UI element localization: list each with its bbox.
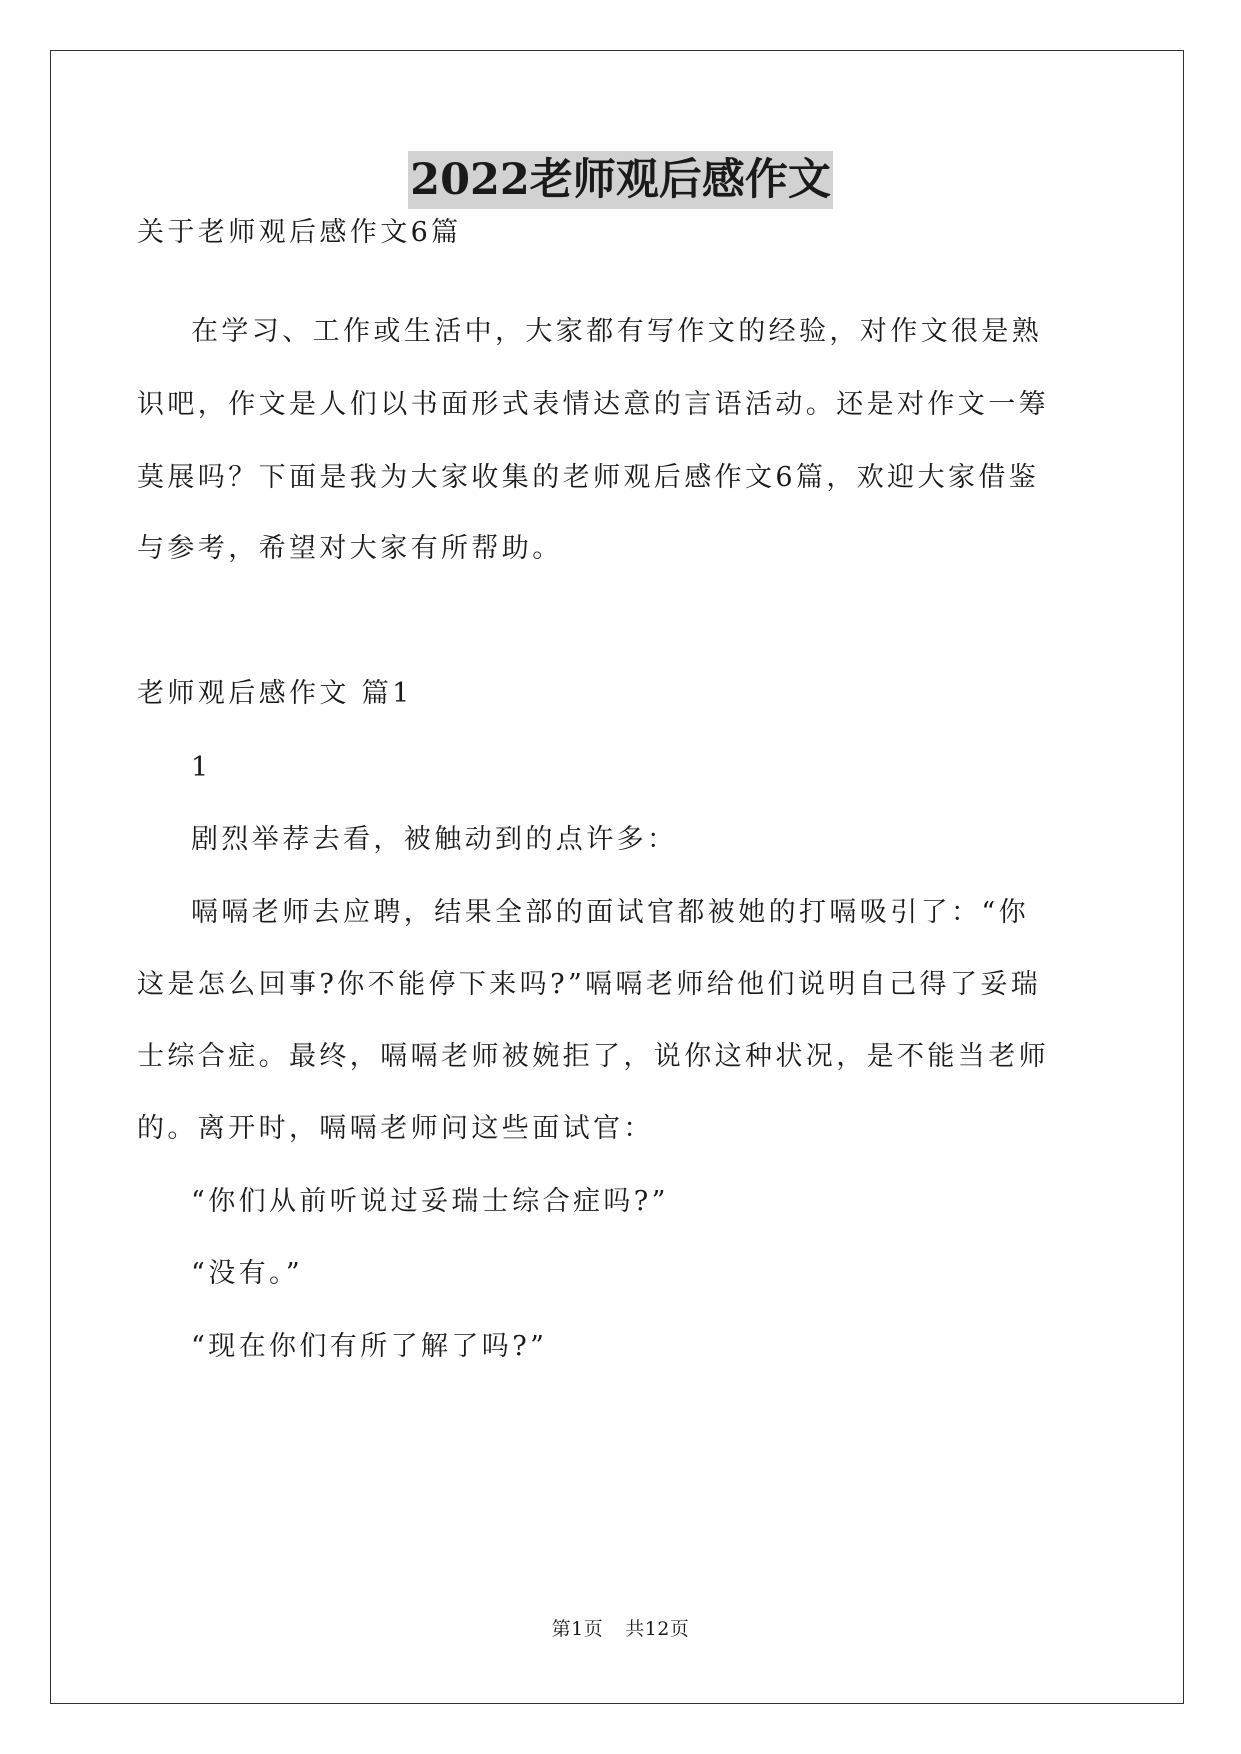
intro-line: 在学习、工作或生活中，大家都有写作文的经验，对作文很是熟 (191, 316, 1043, 347)
body-paragraph-line: 的。离开时，嗝嗝老师问这些面试官： (137, 1113, 654, 1144)
body-paragraph-line: 剧烈举荐去看，被触动到的点许多： (191, 824, 678, 855)
intro-line: 识吧，作文是人们以书面形式表情达意的言语活动。还是对作文一筹 (137, 389, 1049, 420)
body-paragraph-line: 士综合症。最终，嗝嗝老师被婉拒了，说你这种状况，是不能当老师 (137, 1041, 1049, 1072)
intro-line: 与参考，希望对大家有所帮助。 (137, 533, 563, 564)
section-heading: 老师观后感作文 篇1 (137, 678, 413, 709)
body-paragraph-line: 这是怎么回事?你不能停下来吗?”嗝嗝老师给他们说明自己得了妥瑞 (137, 969, 1042, 1000)
document-subtitle: 关于老师观后感作文6篇 (137, 217, 462, 248)
page-footer (0, 1617, 1241, 1641)
document-title: 2022老师观后感作文 (408, 151, 833, 209)
page-number: 第1页 (551, 1618, 604, 1640)
page-total: 共12页 (625, 1618, 690, 1640)
intro-line: 莫展吗？下面是我为大家收集的老师观后感作文6篇，欢迎大家借鉴 (137, 462, 1040, 493)
page-border (50, 50, 1184, 1704)
dialogue-line: “没有。” (191, 1258, 304, 1289)
body-paragraph-line: 嗝嗝老师去应聘，结果全部的面试官都被她的打嗝吸引了：“你 (191, 897, 1030, 928)
dialogue-line: “你们从前听说过妥瑞士综合症吗?” (191, 1186, 669, 1217)
section-number: 1 (191, 752, 212, 783)
title-container (0, 151, 1241, 209)
dialogue-line: “现在你们有所了解了吗?” (191, 1331, 548, 1362)
